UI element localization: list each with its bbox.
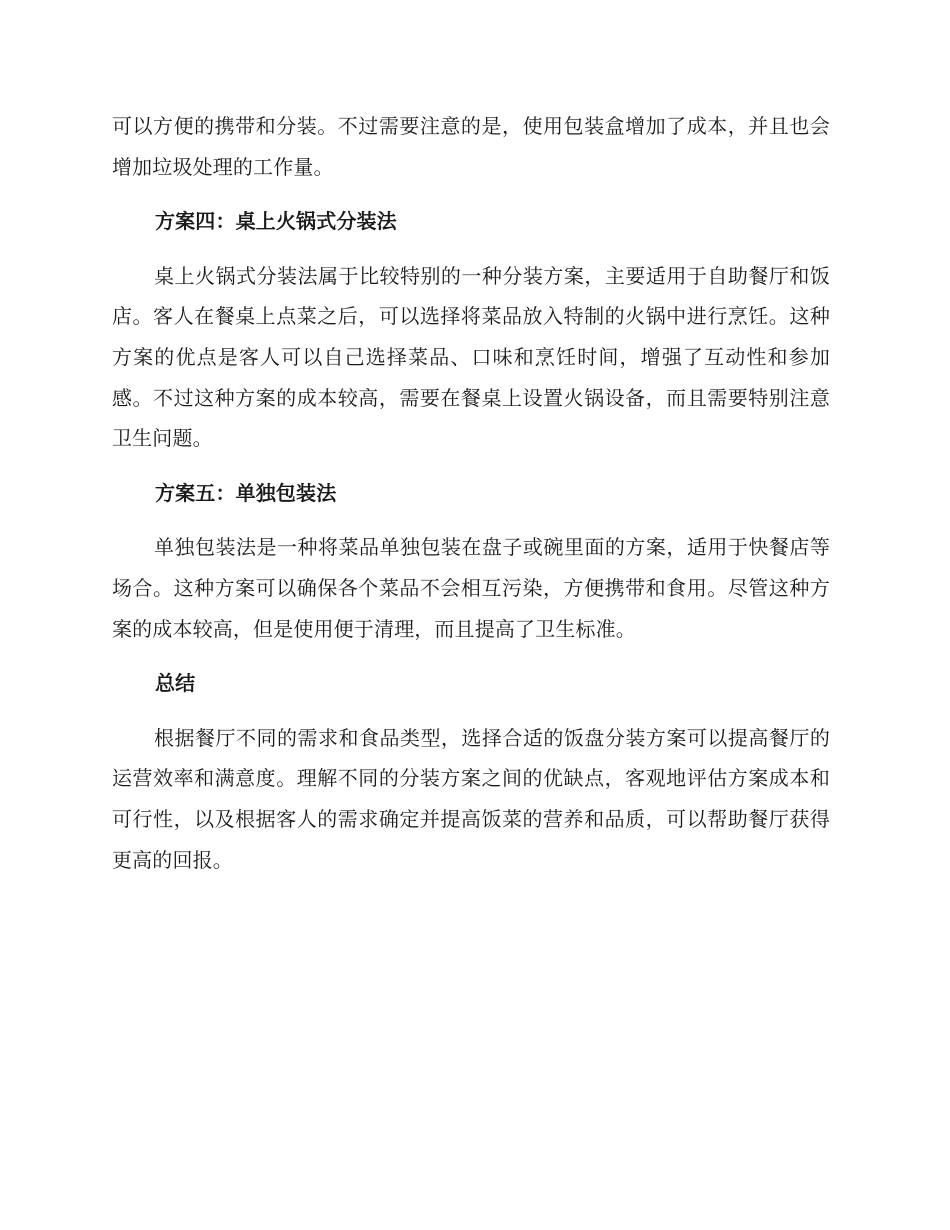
spacer (112, 513, 830, 527)
paragraph-plan-five: 单独包装法是一种将菜品单独包装在盘子或碗里面的方案，适用于快餐店等场合。这种方案可以确保各个菜品不会相互污染，方便携带和食用。尽管这种方案的成本较高，但是使用便于清理，而且提高了卫生标准。 (112, 535, 830, 641)
section-heading-plan-four: 方案四：桌上火锅式分装法 (155, 209, 397, 234)
spacer (112, 704, 830, 718)
spacer (112, 242, 830, 256)
paragraph-plan-four: 桌上火锅式分装法属于比较特别的一种分装方案，主要适用于自助餐厅和饭店。客人在餐桌上点菜之后，可以选择将菜品放入特制的火锅中进行烹饪。这种方案的优点是客人可以自己选择菜品、口味和烹饪时间，增强了互动性和参加感。不过这种方案的成本较高，需要在餐桌上设置火锅设备，而且需要特别注意卫生问题。 (112, 263, 830, 451)
document-page (112, 106, 830, 880)
section-heading-plan-five: 方案五：单独包装法 (155, 480, 337, 505)
paragraph-continued: 可以方便的携带和分装。不过需要注意的是，使用包装盒增加了成本，并且也会增加垃圾处理的工作量。 (112, 114, 830, 179)
spacer (112, 649, 830, 663)
spacer (112, 459, 830, 473)
paragraph-summary: 根据餐厅不同的需求和食品类型，选择合适的饭盘分装方案可以提高餐厅的运营效率和满意度。理解不同的分装方案之间的优缺点，客观地评估方案成本和可行性，以及根据客人的需求确定并提高饭菜的营养和品质，可以帮助餐厅获得更高的回报。 (112, 725, 830, 872)
section-heading-summary: 总结 (155, 671, 196, 696)
spacer (112, 187, 830, 201)
